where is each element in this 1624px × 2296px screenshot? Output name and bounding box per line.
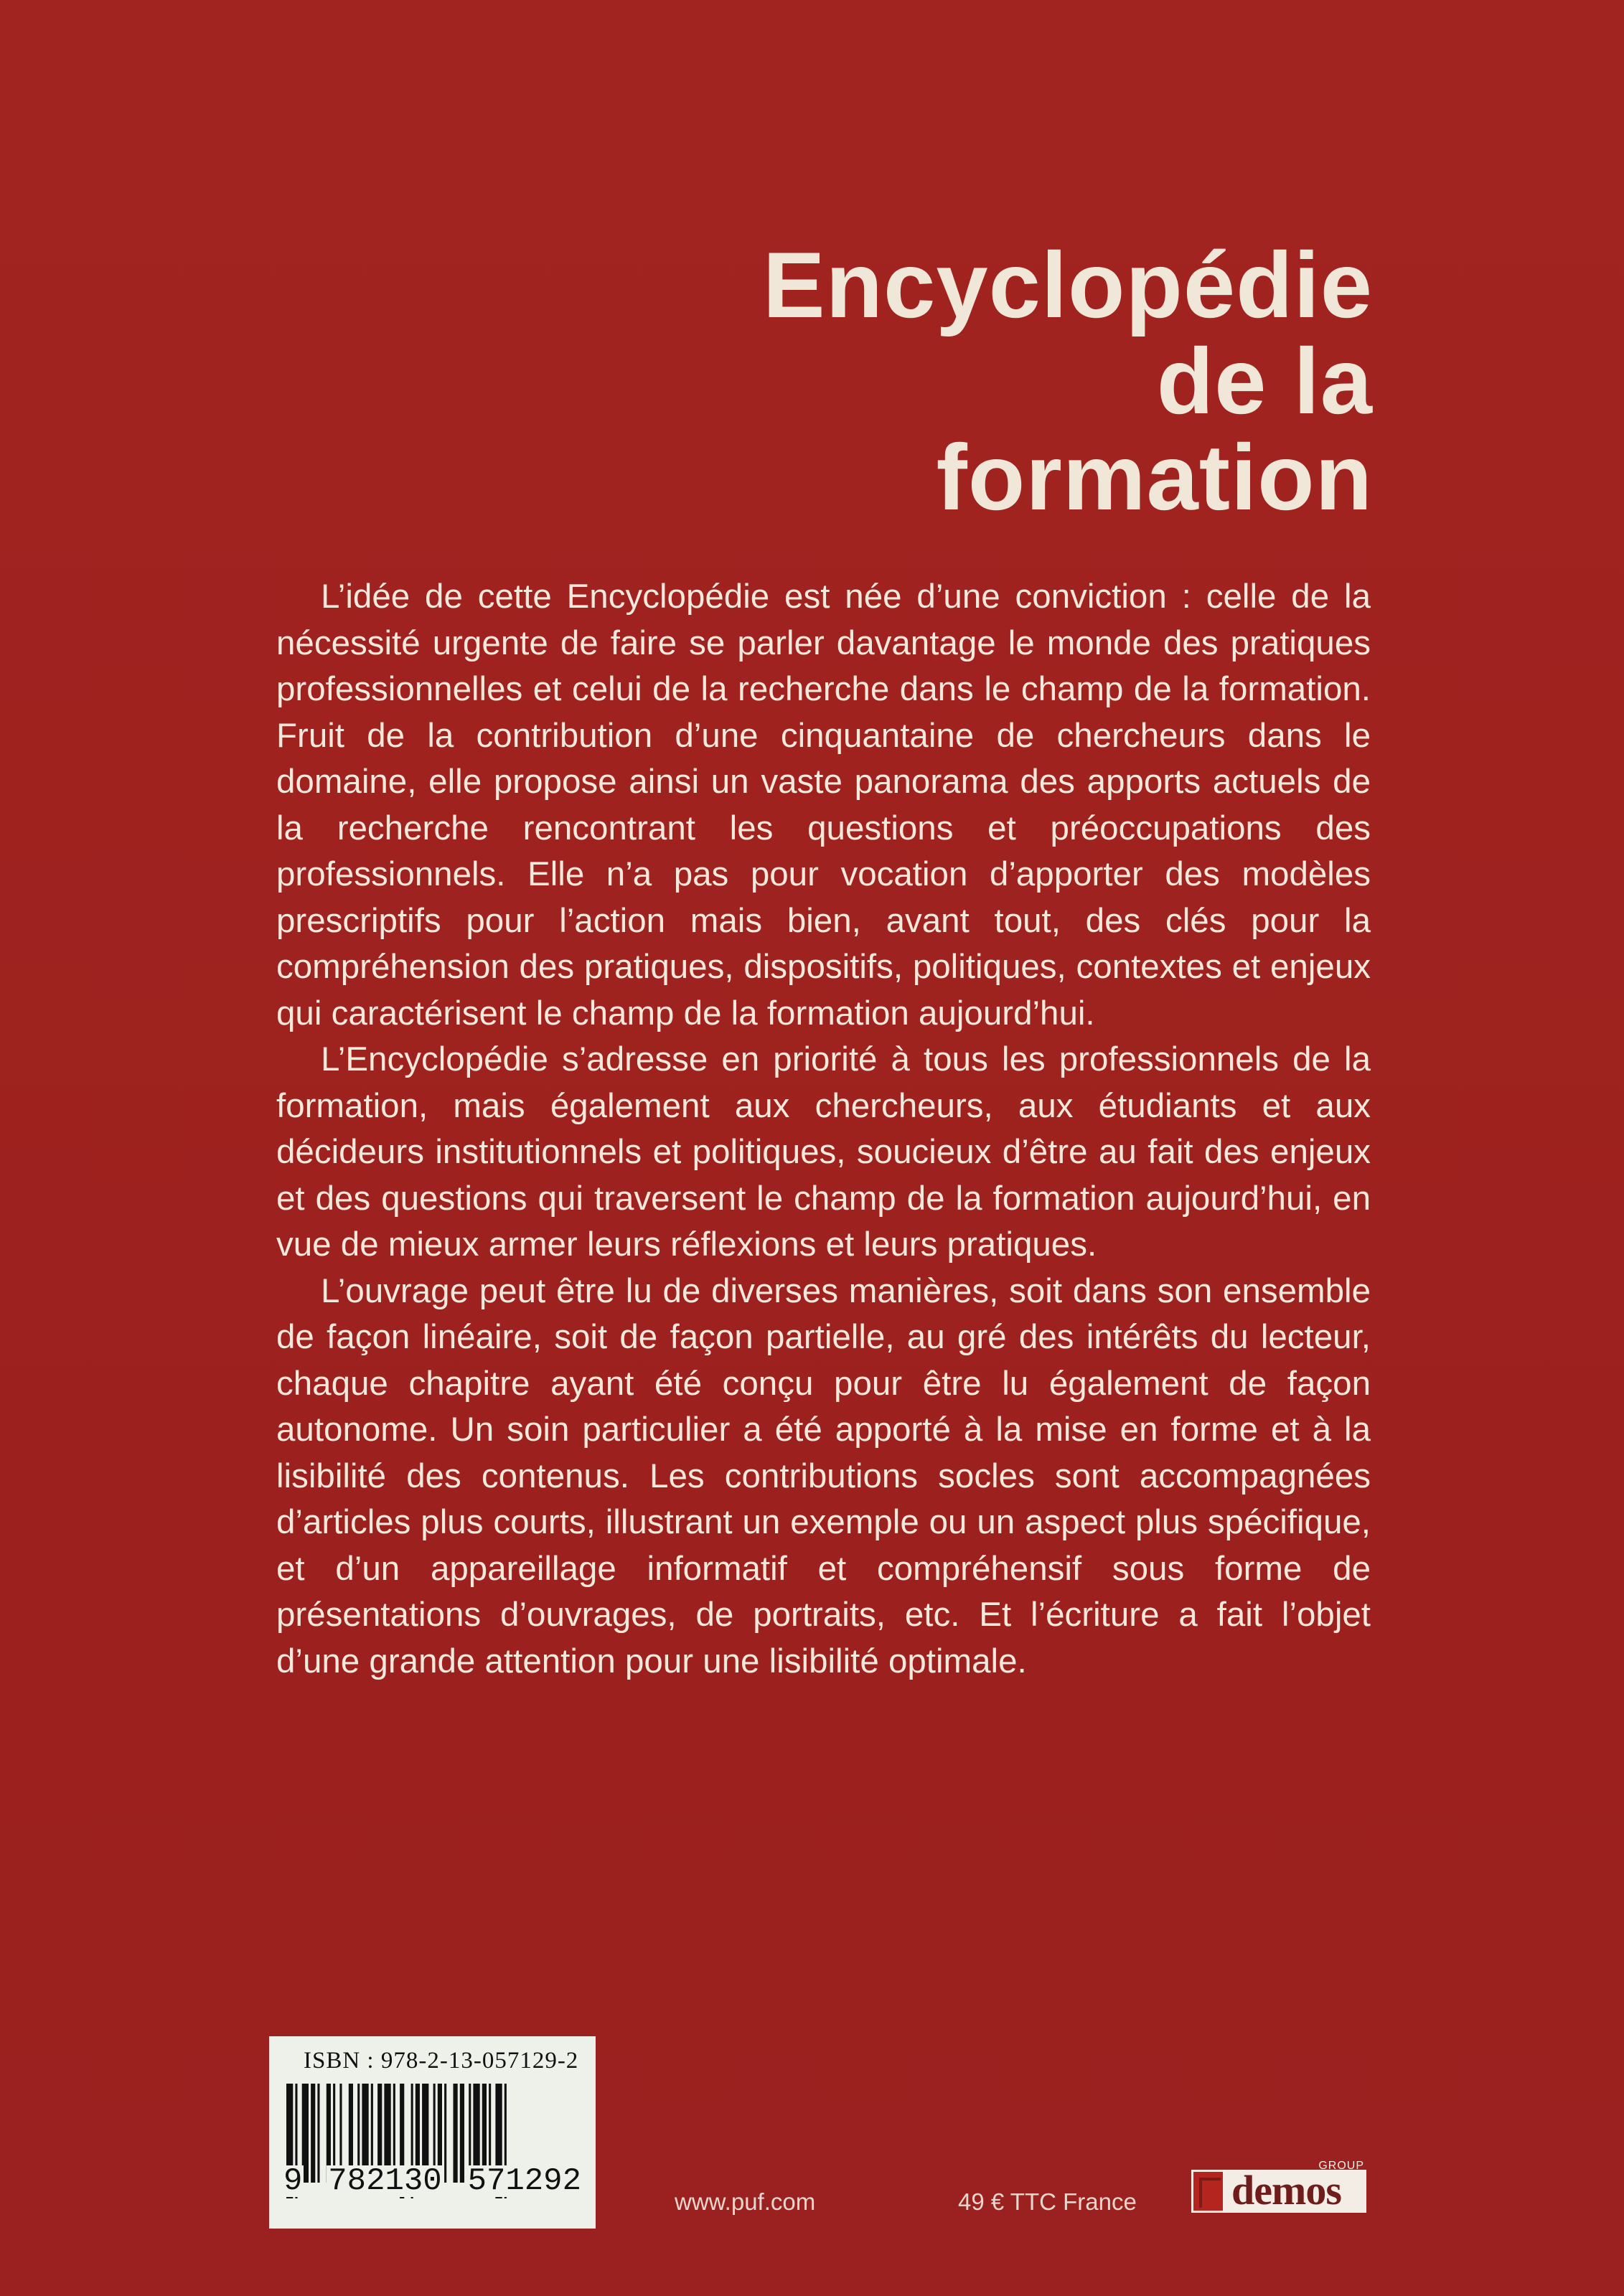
blurb-paragraph-3: L’ouvrage peut être lu de diverses manières, soit dans son ensemble de façon linéaire, soit de façon partielle, au gré des intérêts du lecteur, chaque chapitre ayant été conçu pour être lu également de façon autonome. Un soin particulier a été apporté à la mise en forme et à la lisibilité des contenus. Les contributions socles sont accompagnées d’articles plus courts, illustrant un exemple ou un aspect plus spécifique, et d’un appareillage informatif et compréhensif sous forme de présentations d’ouvrages, de portraits, etc. Et l’écriture a fait l’objet d’une grande attention pour une lisibilité optimale. xyxy=(276,1271,1371,1680)
blurb-text xyxy=(276,574,1371,1685)
isbn-label: ISBN : 978-2-13-057129-2 xyxy=(304,2048,579,2074)
blurb-paragraph-1: L’idée de cette Encyclopédie est née d’une conviction : celle de la nécessité urgente de faire se parler davantage le monde des pratiques professionnelles et celui de la recherche dans le champ de la formation. Fruit de la contribution d’une cinquantaine de chercheurs dans le domaine, elle propose ainsi un vaste panorama des apports actuels de la recherche rencontrant les questions et préoccupations des professionnels. Elle n’a pas pour vocation d’apporter des modèles prescriptifs pour l’action mais bien, avant tout, des clés pour la compréhension des pratiques, dispositifs, politiques, contextes et enjeux qui caractérisent le champ de la formation aujourd’hui. xyxy=(276,578,1371,1032)
isbn-barcode-box xyxy=(269,2036,596,2229)
title-line-1: Encyclopédie xyxy=(762,232,1373,337)
barcode-digit-group-2: 571292 xyxy=(467,2163,581,2199)
title-line-2: de la xyxy=(1156,329,1373,433)
demos-logo xyxy=(1191,2160,1367,2216)
book-title xyxy=(512,232,1373,530)
price-label: 49 € TTC France xyxy=(958,2188,1137,2215)
logo-word: demos xyxy=(1231,2167,1341,2213)
publisher-website: www.puf.com xyxy=(675,2188,816,2215)
logo-mark-icon xyxy=(1191,2170,1226,2213)
barcode-digit-group-1: 782130 xyxy=(328,2163,442,2199)
blurb-paragraph-2: L’Encyclopédie s’adresse en priorité à tous les professionnels de la formation, mais également aux chercheurs, aux étudiants et aux décideurs institutionnels et politiques, soucieux d’être au fait des enjeux et des questions qui traversent le champ de la formation aujourd’hui, en vue de mieux armer leurs réflexions et leurs pratiques. xyxy=(276,1040,1371,1264)
barcode-digit-first: 9 xyxy=(283,2163,303,2199)
logo-group-text: GROUP xyxy=(1318,2160,1364,2172)
title-line-3: formation xyxy=(936,425,1373,530)
barcode-digits xyxy=(282,2165,583,2197)
